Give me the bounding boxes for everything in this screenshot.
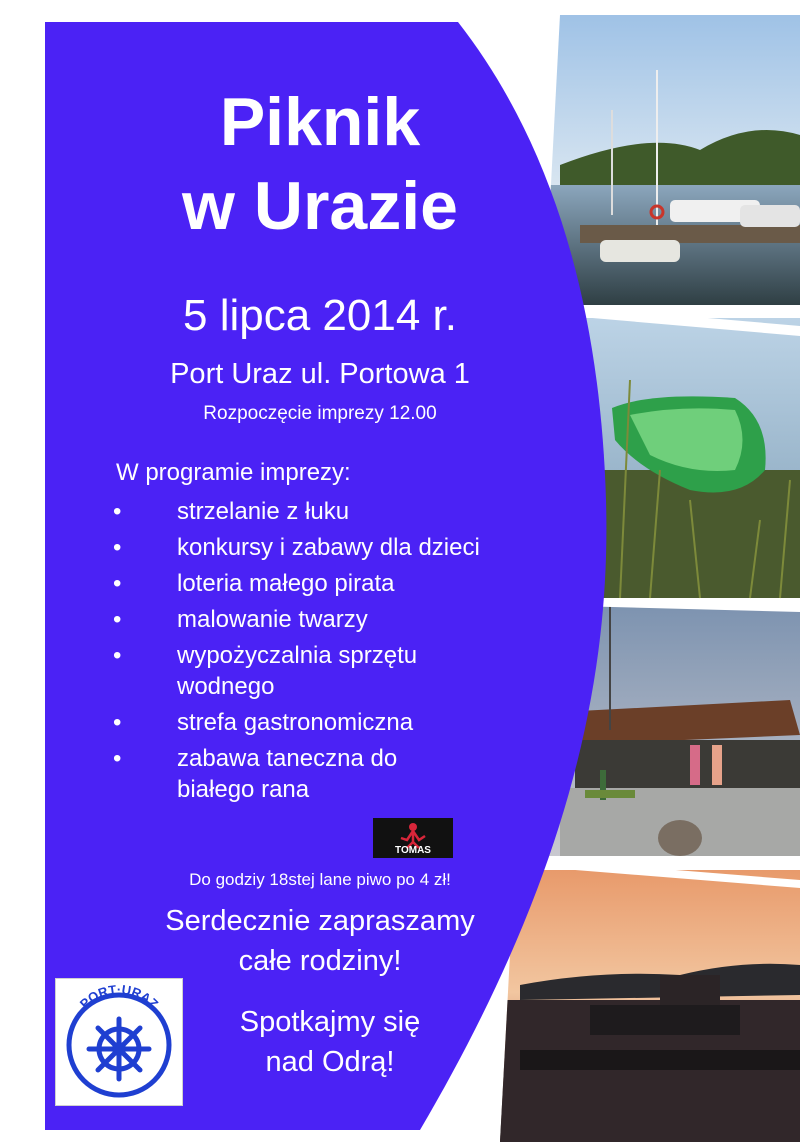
svg-text:PORT·URAZ xyxy=(77,982,162,1012)
program-heading: W programie imprezy: xyxy=(116,459,351,486)
ship-wheel-icon xyxy=(56,979,182,1105)
invite-text xyxy=(40,901,600,981)
title-line-1: Piknik xyxy=(219,84,421,160)
tomas-band-logo xyxy=(373,818,453,858)
bullet: • xyxy=(113,642,122,669)
beer-note: Do godziy 18stej lane piwo po 4 zł! xyxy=(189,870,451,889)
title-line-2: w Urazie xyxy=(182,168,458,244)
port-uraz-logo xyxy=(55,978,183,1106)
bullet: • xyxy=(113,606,122,633)
event-start-time: Rozpoczęcie imprezy 12.00 xyxy=(203,403,437,424)
bullet: • xyxy=(113,498,122,525)
program-item: • konkursy i zabawy dla dzieci xyxy=(113,534,480,561)
program-item: • loteria małego pirata xyxy=(113,570,395,597)
invite-line-1: Serdecznie zapraszamy xyxy=(165,905,475,937)
program-item: • malowanie twarzy xyxy=(113,606,368,633)
program-item: • wypożyczalnia sprzętu wodnego xyxy=(113,642,418,700)
bullet: • xyxy=(113,709,122,736)
meet-line-1: Spotkajmy się xyxy=(239,1006,421,1038)
meet-line-2: nad Odrą! xyxy=(265,1046,395,1078)
program-item: • strzelanie z łuku xyxy=(113,498,350,525)
meet-text xyxy=(160,1002,500,1082)
bullet: • xyxy=(113,745,122,772)
invite-line-2: całe rodziny! xyxy=(238,945,402,977)
bullet: • xyxy=(113,570,122,597)
bullet: • xyxy=(113,534,122,561)
program-item: • zabawa taneczna do białego rana xyxy=(113,745,398,803)
tomas-logo-text: TOMAS xyxy=(395,845,431,856)
event-date: 5 lipca 2014 r. xyxy=(183,291,457,340)
port-logo-text: PORT·URAZ xyxy=(76,981,162,1012)
poster-title xyxy=(60,80,580,248)
program-item: • strefa gastronomiczna xyxy=(113,709,414,736)
dancer-icon xyxy=(373,818,453,858)
event-venue: Port Uraz ul. Portowa 1 xyxy=(170,358,470,390)
program-list xyxy=(110,496,510,810)
